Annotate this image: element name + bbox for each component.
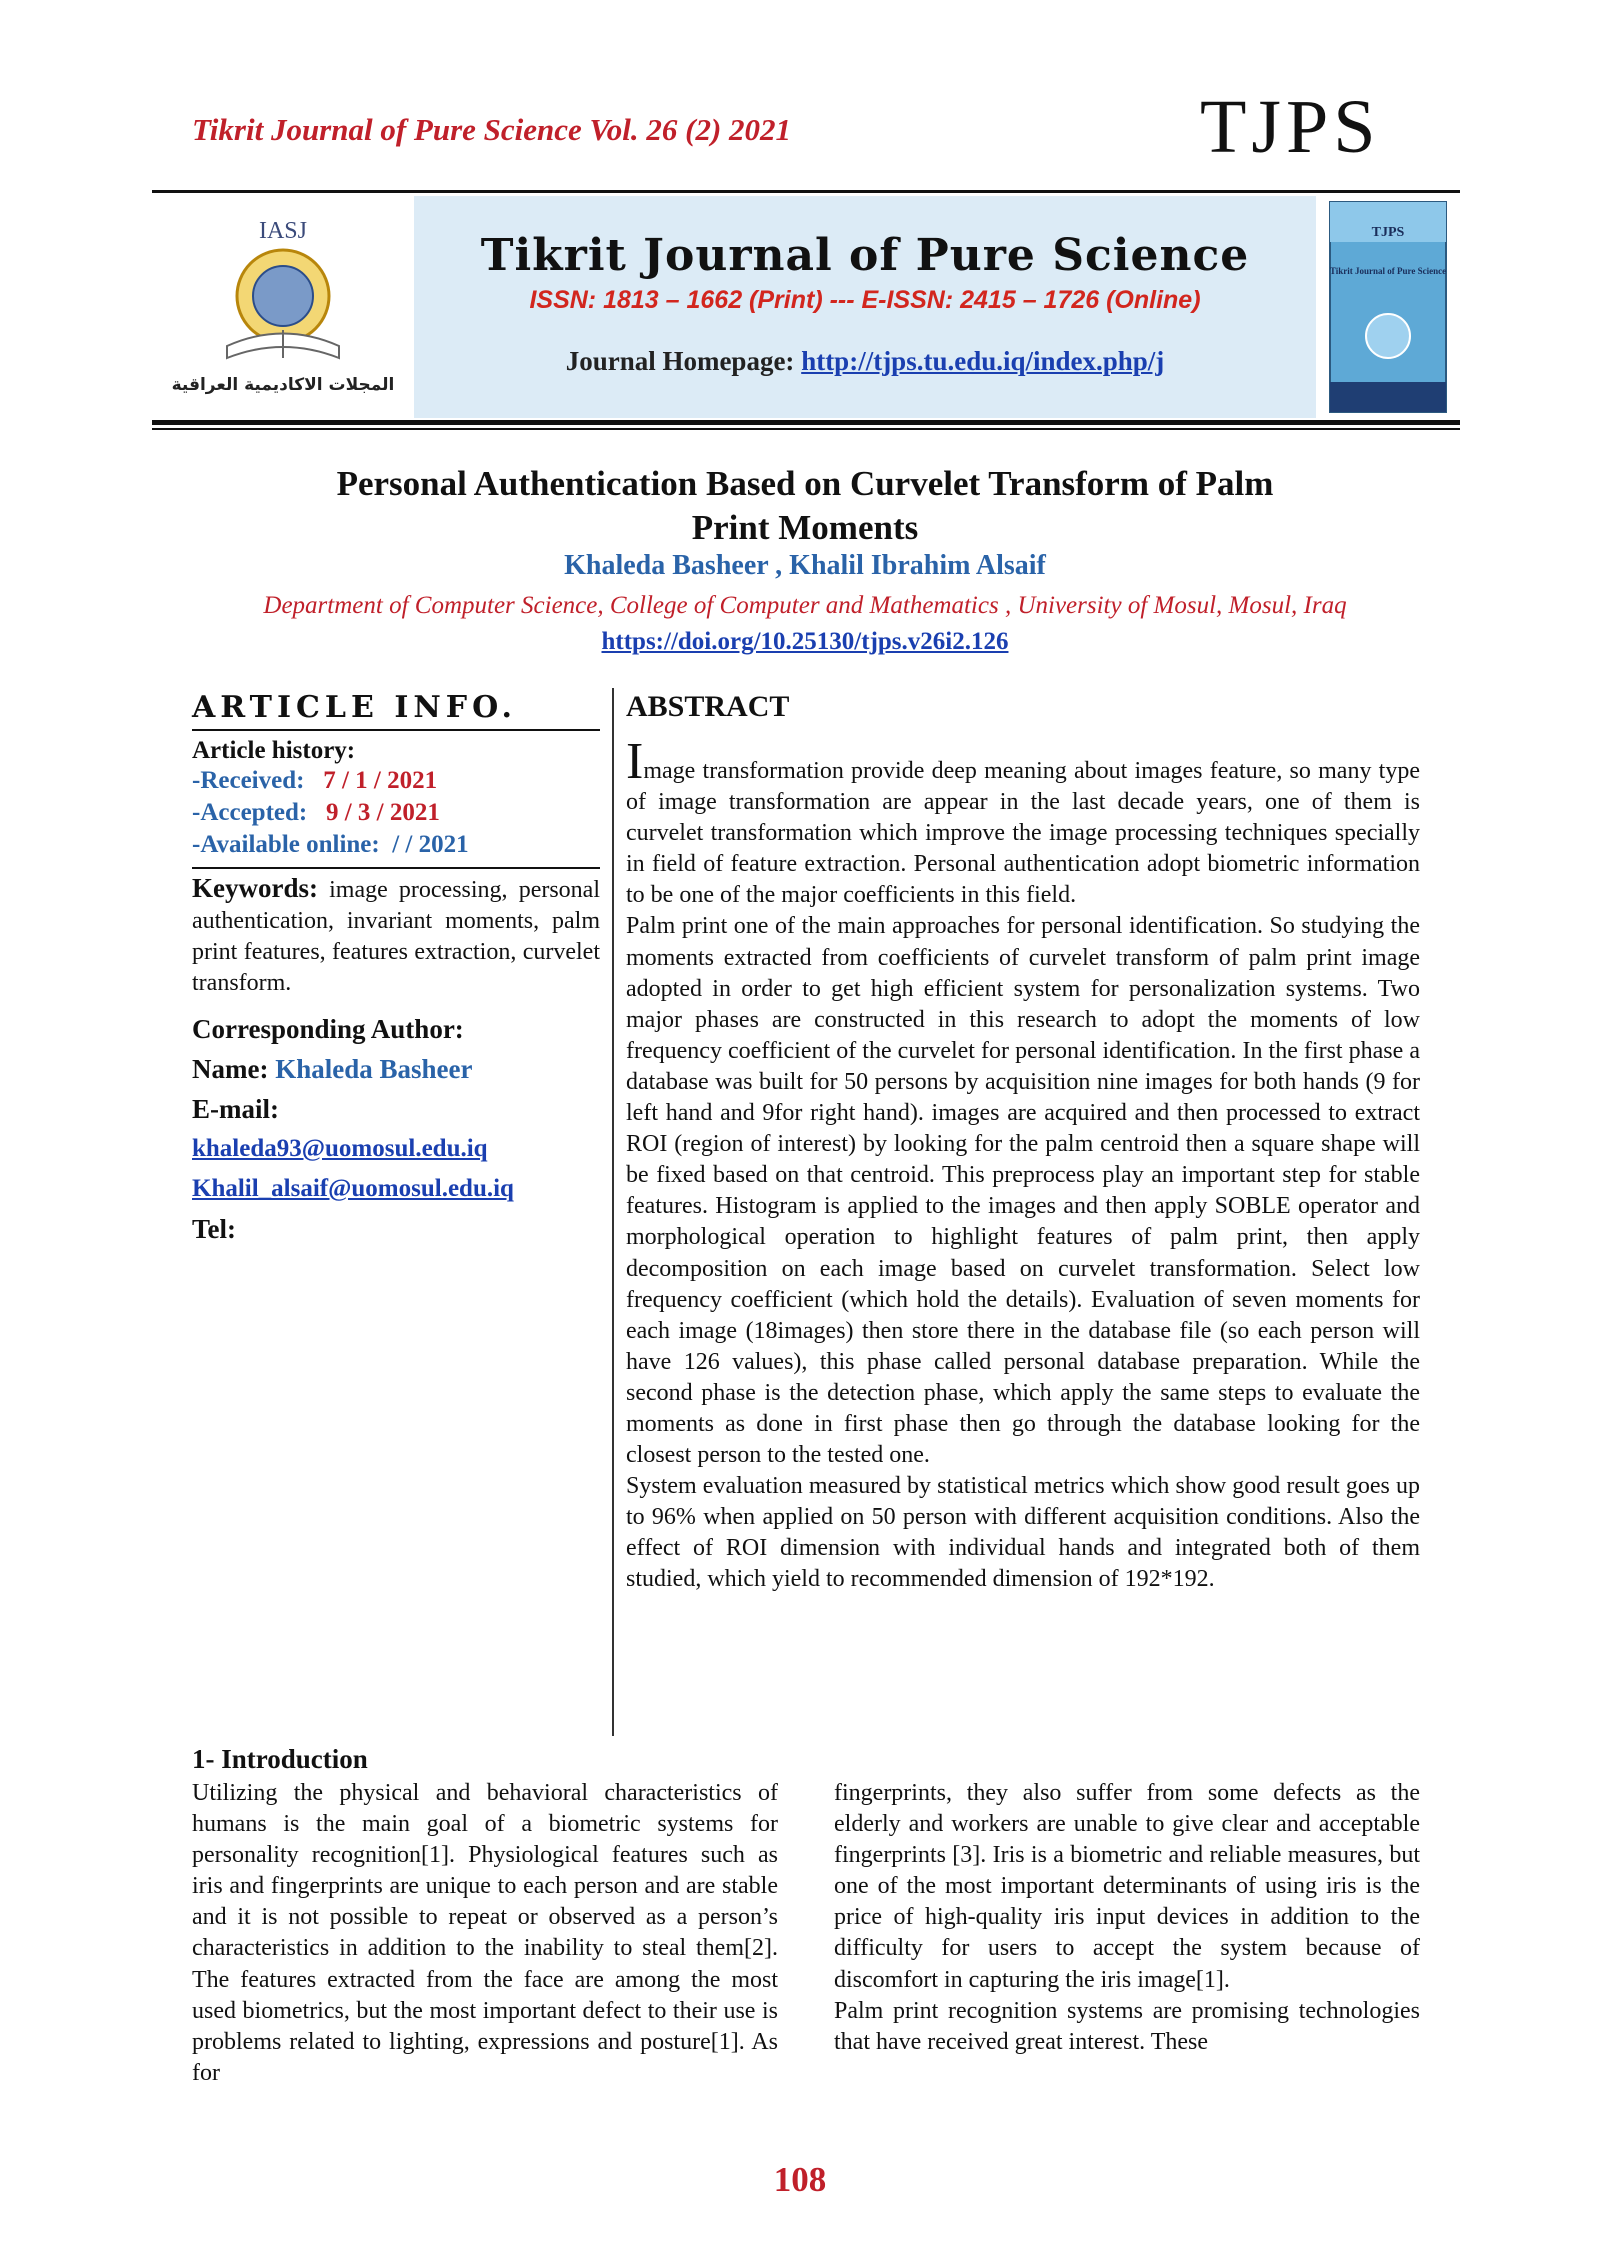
abstract-p1-text: mage transformation provide deep meaning about images feature, so many type of image transformation are appear in the last decade years, one of them is curvelet transformation which improve the image processing techniques specially in field of feature extraction. Personal authentication adopt biometric information to be one of the major coefficients in this field. xyxy=(626,758,1420,909)
iasj-logo-text: IASJ xyxy=(258,218,308,244)
abstract-paragraph-3: System evaluation measured by statistical metrics which show good result goes up to 96% when applied on 50 person with different acquisition conditions. Also the effect of ROI dimension with individual hands and integrated both of them studied, which yield to recommended dimension of 192*192. xyxy=(626,1473,1420,1593)
email-label: E-mail: xyxy=(192,1094,279,1124)
keywords-label: Keywords: xyxy=(192,873,318,903)
history-accepted xyxy=(192,797,600,829)
banner-homepage xyxy=(414,346,1316,377)
keywords-block xyxy=(192,867,600,999)
name-value: Khaleda Basheer xyxy=(275,1054,473,1084)
journal-volume-line: Tikrit Journal of Pure Science Vol. 26 (2) 2021 xyxy=(192,112,792,147)
journal-brand: TJPS xyxy=(1200,85,1381,169)
abstract-heading: ABSTRACT xyxy=(626,690,790,723)
email-1-row xyxy=(192,1129,600,1169)
history-available-label: -Available online: xyxy=(192,831,380,858)
header-rule-top xyxy=(152,190,1460,193)
introduction-right-p2: Palm print recognition systems are promising technologies that have received great interest. These xyxy=(834,1997,1420,2055)
iasj-arabic-text: المجلات الاكاديمية العراقية xyxy=(171,375,395,395)
abstract-text xyxy=(626,733,1420,1596)
introduction-left-text: Utilizing the physical and behavioral characteristics of humans is the main goal of a biometric systems for personality recognition[1]. Physiological features such as iris and fingerprints are unique to each person and are stable and it is not possible to repeat or observed as a person’s characteristics in addition to the inability to steal them[2]. The features extracted from the face are among the most used biometrics, but the most important defect to their use is problems related to lighting, expressions and posture[1]. As for xyxy=(192,1780,778,2086)
abstract-paragraph-1 xyxy=(626,733,1420,911)
tel-label: Tel: xyxy=(192,1214,237,1244)
email-2-row xyxy=(192,1169,600,1209)
introduction-heading: 1- Introduction xyxy=(192,1744,368,1774)
iasj-logo xyxy=(152,196,414,418)
page-number: 108 xyxy=(773,2160,827,2199)
banner-center xyxy=(414,196,1316,418)
author-name-row xyxy=(192,1049,600,1089)
history-available xyxy=(192,829,600,861)
history-received xyxy=(192,765,600,797)
homepage-link[interactable]: http://tjps.tu.edu.iq/index.php/j xyxy=(801,346,1165,376)
history-received-value: 7 / 1 / 2021 xyxy=(323,767,438,794)
iasj-logo-icon xyxy=(152,196,414,418)
article-info-heading: ARTICLE INFO. xyxy=(192,690,600,731)
history-received-label: -Received: xyxy=(192,767,305,794)
name-label: Name: xyxy=(192,1054,269,1084)
paper-title-line1: Personal Authentication Based on Curvelet Transform of Palm xyxy=(336,464,1274,503)
article-info-panel xyxy=(192,690,600,1249)
banner-title: Tikrit Journal of Pure Science xyxy=(480,230,1250,281)
paper-title xyxy=(160,462,1450,550)
introduction-right-p1: fingerprints, they also suffer from some defects as the elderly and workers are unable to give clear and acceptable fingerprints [3]. Iris is a biometric and reliable measures, but one of the most important determinants of using iris is the price of high-quality iris input devices in addition to the difficulty for users to accept the system because of discomfort in capturing the iris image[1]. xyxy=(834,1780,1420,1993)
banner-issn: ISSN: 1813 – 1662 (Print) --- E-ISSN: 2415 – 1726 (Online) xyxy=(529,286,1201,314)
history-accepted-value: 9 / 3 / 2021 xyxy=(325,799,440,826)
history-accepted-label: -Accepted: xyxy=(192,799,308,826)
journal-banner xyxy=(152,196,1460,418)
journal-cover-icon xyxy=(1316,196,1460,418)
column-divider xyxy=(612,688,614,1736)
header-rule-bottom-thick xyxy=(152,420,1460,425)
cover-title: Tikrit Journal of Pure Science xyxy=(1329,266,1447,276)
header-rule-bottom-thin xyxy=(152,428,1460,430)
email-link-2[interactable]: Khalil_alsaif@uomosul.edu.iq xyxy=(192,1175,514,1202)
paper-authors: Khaleda Basheer , Khalil Ibrahim Alsaif xyxy=(564,550,1046,581)
paper-title-line2: Print Moments xyxy=(691,508,919,547)
cover-label: TJPS xyxy=(1371,225,1405,240)
corresponding-author-label: Corresponding Author: xyxy=(192,1014,464,1044)
journal-cover-thumbnail xyxy=(1316,196,1460,418)
introduction-right-column xyxy=(834,1778,1420,2058)
paper-affiliation: Department of Computer Science, College of Computer and Mathematics , University of Mosul, Mosul, Iraq xyxy=(263,592,1347,619)
history-available-value: / / 2021 xyxy=(392,831,469,858)
abstract-dropcap: I xyxy=(626,733,644,790)
abstract-section xyxy=(626,690,1420,1596)
introduction-left-column xyxy=(192,1778,778,2089)
keywords-text: image processing, personal authentication, invariant moments, palm print features, features extraction, curvelet transform. xyxy=(192,877,600,996)
abstract-paragraph-2: Palm print one of the main approaches for personal identification. So studying the moments extracted from coefficients of curvelet transform of palm print image adopted in order to get high efficient system for personalization systems. Two major phases are constructed in this research to adopt the moments of low frequency coefficient of the curvelet for personal identification. In the first phase a database was built for 50 persons by acquisition nine images for both hands (9 for left hand and 9for right hand). images are acquired and then processed to extract ROI (region of interest) by looking for the palm centroid then a square shape will be fixed based on that centroid. This preprocess play an important step for stable features. Histogram is applied to the images and then apply SOBLE operator and morphological operation to highlight features of palm print, then apply decomposition on each image based on curvelet transformation. Select low frequency coefficient (which hold the details). Evaluation of seven moments for each image (18images) then store there in the database file (so each person will have 126 values), this phase called personal database preparation. While the second phase is the detection phase, which apply the same steps to evaluate the moments as done in first phase then go through the database looking for the closest person to the tested one. xyxy=(626,913,1420,1469)
doi-link[interactable]: https://doi.org/10.25130/tjps.v26i2.126 xyxy=(601,628,1009,655)
paper-doi xyxy=(160,628,1450,656)
homepage-label: Journal Homepage: xyxy=(565,346,802,376)
email-link-1[interactable]: khaleda93@uomosul.edu.iq xyxy=(192,1135,488,1162)
article-history-label: Article history: xyxy=(192,737,356,764)
